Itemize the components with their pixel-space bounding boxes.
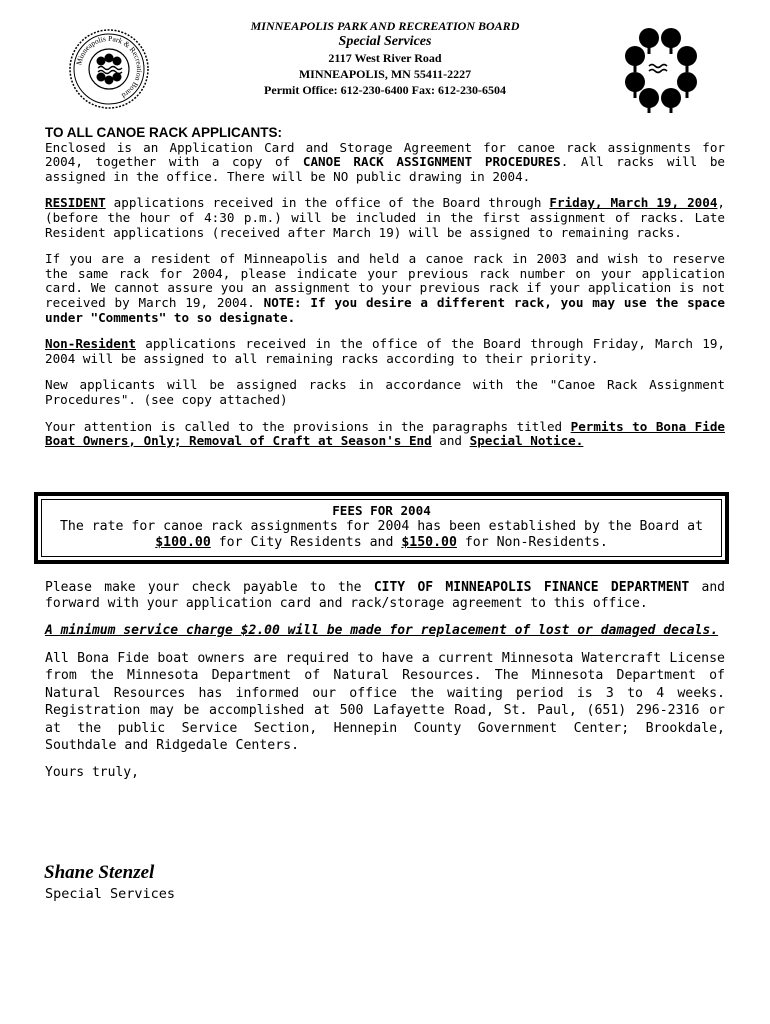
fees-text xyxy=(42,519,721,551)
p7-text: Please make your check payable to the xyxy=(45,580,374,595)
paragraph-payment xyxy=(45,580,725,612)
paragraph-previous-rack xyxy=(45,252,725,325)
p1-procedures: CANOE RACK ASSIGNMENT PROCEDURES xyxy=(302,154,561,170)
p3-text: If you are a resident of Minneapolis and held a canoe rack in 2003 and wish to reserve the same rack for 2004, please indicate your previous rack number on your application card. We cannot assure you an assignment to your previous rack if your application is not received by March 19, 2004. xyxy=(45,251,725,310)
svg-text:Minneapolis Park & Recreation: Minneapolis Park & Recreation Board xyxy=(74,33,145,101)
organization-name: MINNEAPOLIS PARK AND RECREATION BOARD xyxy=(250,19,520,33)
non-resident-fee: $150.00 xyxy=(401,535,457,550)
letter-lower-body xyxy=(45,580,725,792)
closing: Yours truly, xyxy=(45,765,139,781)
payee: CITY OF MINNEAPOLIS FINANCE DEPARTMENT xyxy=(373,580,690,595)
resident-deadline: Friday, March 19, 2004 xyxy=(549,195,718,211)
p1-text-end: . All racks will be assigned in the office. There will be NO public drawing in 2004. xyxy=(45,154,726,184)
p7-text-end: and forward with your application card and rack/storage agreement to this office. xyxy=(45,580,725,611)
trees-water-logo xyxy=(621,24,701,114)
p6-provisions: Permits to Bona Fide Boat Owners, Only; Removal of Craft at Season's End xyxy=(45,418,725,449)
resident-label: RESIDENT xyxy=(45,195,106,211)
park-board-seal-logo xyxy=(68,28,150,110)
paragraph-watercraft-license: All Bona Fide boat owners are required to have a current Minnesota Watercraft License from the Minnesota Department of Natural Resources. The Minnesota Department of Natural Resources has informed our office the waiting period is 3 to 4 weeks. Registration may be accomplished at 500 Lafayette Road, St. Paul, (651) 296-2316 or at the public Service Section, Hennepin County Government Center; Brookdale, Southdale and Ridgedale Centers. xyxy=(45,651,725,754)
letter-body xyxy=(45,126,725,461)
p6-special-notice: Special Notice. xyxy=(469,433,584,449)
p6-text: Your attention is called to the provisions in the paragraphs titled xyxy=(45,418,571,434)
resident-fee: $100.00 xyxy=(155,535,211,550)
paragraph-non-resident xyxy=(45,337,725,366)
paragraph-attention xyxy=(45,420,725,449)
paragraph-enclosed xyxy=(45,141,725,185)
non-resident-label: Non-Resident xyxy=(45,336,136,352)
fees-box xyxy=(34,492,729,564)
p2-text-end: , (before the hour of 4:30 p.m.) will be included in the first assignment of racks. Late Resident applications (received after March 19) will be assigned to remaining racks. xyxy=(45,195,725,240)
fees-title: FEES FOR 2004 xyxy=(332,503,431,518)
service-charge-notice: A minimum service charge $2.00 will be made for replacement of lost or damaged decals. xyxy=(45,623,719,638)
letterhead xyxy=(0,12,770,112)
city-address: MINNEAPOLIS, MN 55411-2227 xyxy=(298,67,472,81)
department-name: Special Services xyxy=(338,34,432,49)
greeting: TO ALL CANOE RACK APPLICANTS: xyxy=(45,125,283,140)
p1-text: Enclosed is an Application Card and Storage Agreement for canoe rack assignments for 2004, together with a copy of xyxy=(45,139,725,170)
fees-text-end: for Non-Residents. xyxy=(456,535,608,550)
fees-text-start: The rate for canoe rack assignments for 2004 has been established by the Board at xyxy=(59,519,704,534)
signature: Shane Stenzel xyxy=(44,862,155,883)
letterhead-text xyxy=(160,18,610,98)
p4-text: applications received in the office of the Board through Friday, March 19, 2004 will be assigned to all remaining racks according to their priority. xyxy=(45,336,725,366)
fees-text-mid: for City Residents and xyxy=(210,535,402,550)
paragraph-resident xyxy=(45,196,725,240)
p2-text: applications received in the office of the Board through xyxy=(105,195,550,211)
fees-box-inner xyxy=(41,499,722,557)
p6-and: and xyxy=(431,433,470,449)
street-address: 2117 West River Road xyxy=(328,51,442,65)
phone-fax: Permit Office: 612-230-6400 Fax: 612-230-6504 xyxy=(264,83,506,97)
p3-note: NOTE: If you desire a different rack, you may use the space under "Comments" to so designate. xyxy=(45,294,725,325)
signature-title: Special Services xyxy=(45,886,176,902)
paragraph-new-applicants: New applicants will be assigned racks in accordance with the "Canoe Rack Assignment Procedures". (see copy attached) xyxy=(45,377,725,407)
